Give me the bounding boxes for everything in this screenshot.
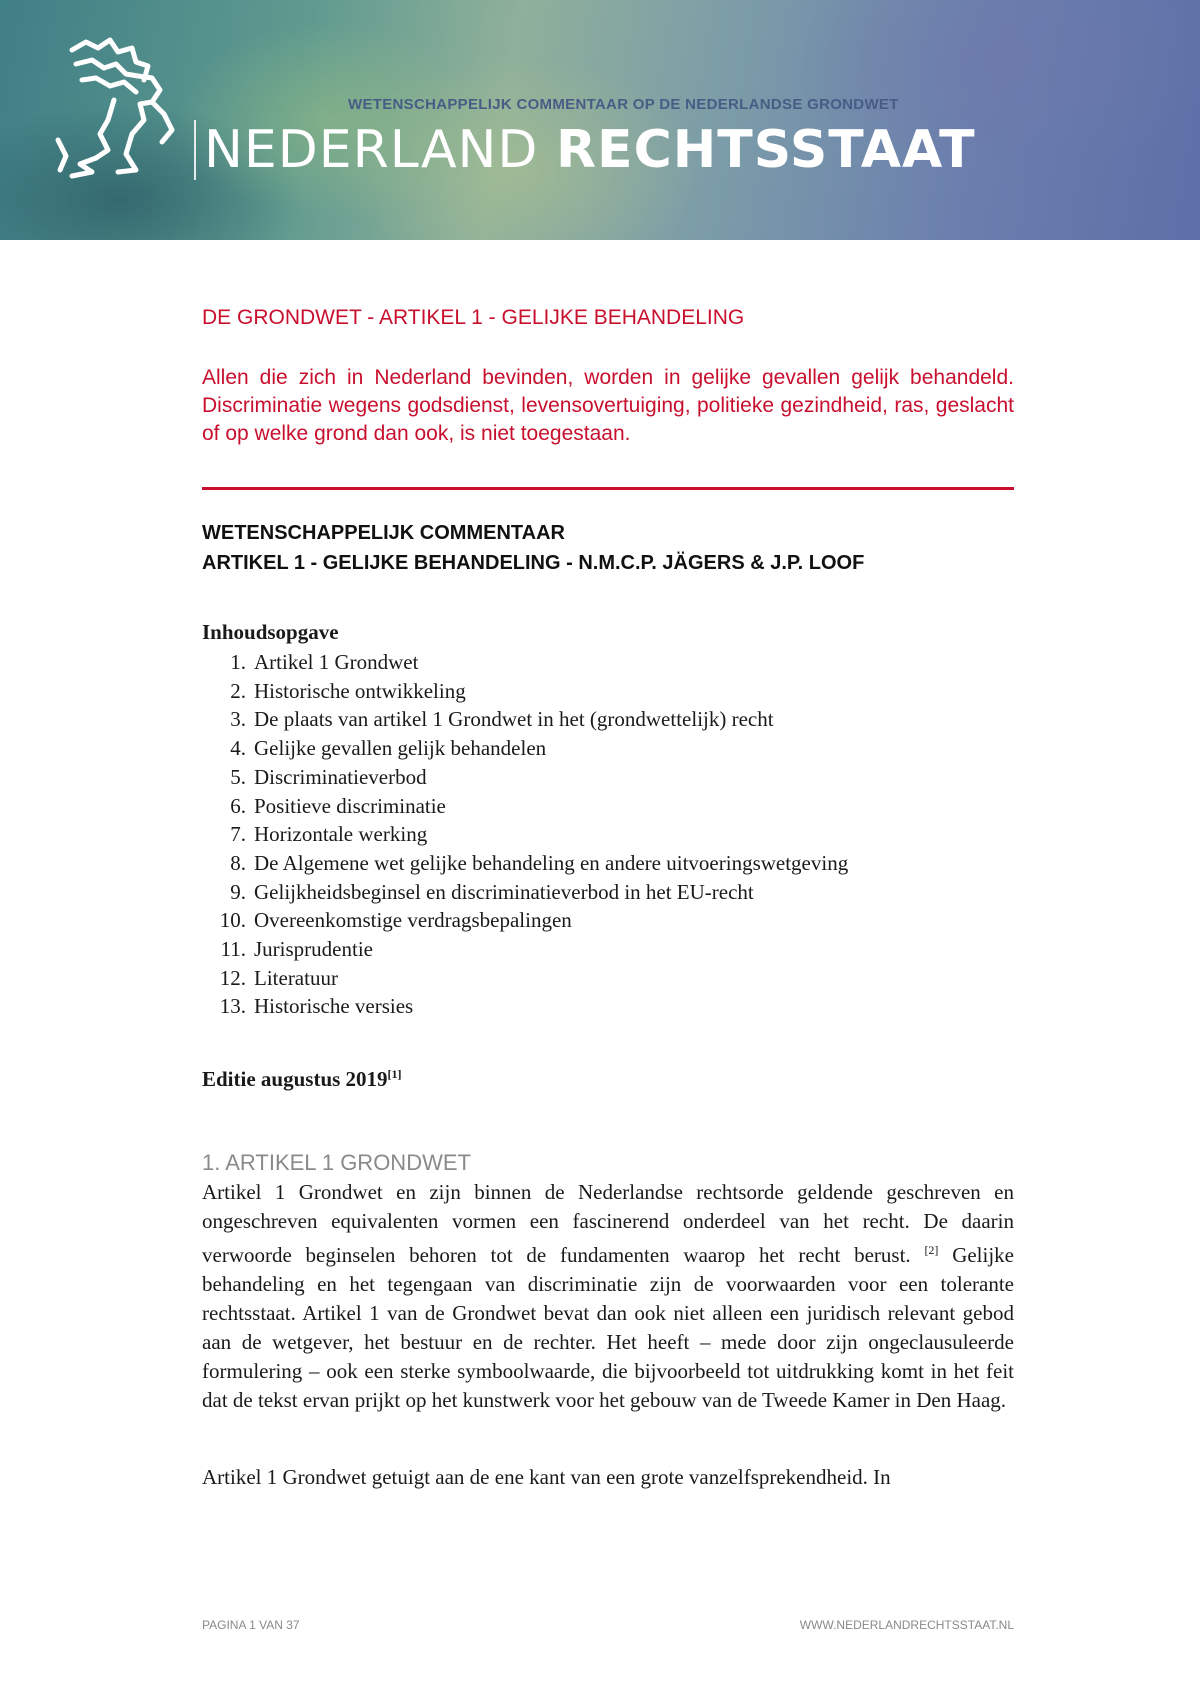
section-paragraph: Artikel 1 Grondwet getuigt aan de ene kant van een grote vanzelfsprekendheid. In [202, 1465, 891, 1489]
toc-item[interactable] [202, 992, 848, 1021]
footer-url[interactable]: WWW.NEDERLANDRECHTSSTAAT.NL [799, 1618, 1014, 1632]
table-of-contents [202, 648, 848, 1021]
article-heading: DE GRONDWET - ARTIKEL 1 - GELIJKE BEHANDELING [202, 306, 745, 329]
banner-subtitle: WETENSCHAPPELIJK COMMENTAAR OP DE NEDERLANDSE GRONDWET [348, 96, 899, 113]
banner-title [204, 120, 976, 180]
toc-label: Discriminatieverbod [254, 764, 427, 789]
toc-item[interactable] [202, 792, 848, 821]
toc-item[interactable] [202, 648, 848, 677]
toc-number: 3. [230, 707, 246, 732]
toc-label: Historische ontwikkeling [254, 678, 466, 703]
lion-icon [52, 30, 182, 180]
article-quote: Allen die zich in Nederland bevinden, worden in gelijke gevallen gelijk behandeld. Discriminatie wegens godsdienst, levensovertuiging, politieke gezindheid, ras, geslacht of op welke grond dan ook, is niet toegestaan. [202, 366, 1014, 445]
banner-title-bold: RECHTSSTAAT [556, 120, 976, 180]
edition-line [202, 1067, 1014, 1092]
commentary-line-1: WETENSCHAPPELIJK COMMENTAAR [202, 522, 565, 544]
toc-item[interactable] [202, 964, 848, 993]
page-number: PAGINA 1 VAN 37 [202, 1618, 300, 1632]
section-heading: 1. ARTIKEL 1 GRONDWET [202, 1150, 471, 1175]
toc-label: Jurisprudentie [254, 937, 373, 962]
toc-label: Gelijkheidsbeginsel en discriminatieverbod in het EU-recht [254, 879, 754, 904]
red-divider [202, 487, 1014, 490]
toc-item[interactable] [202, 935, 848, 964]
toc-item[interactable] [202, 878, 848, 907]
commentary-line-2: ARTIKEL 1 - GELIJKE BEHANDELING - N.M.C.P. JÄGERS & J.P. LOOF [202, 552, 865, 574]
toc-item[interactable] [202, 677, 848, 706]
edition-label: Editie augustus 2019 [202, 1067, 388, 1091]
section-paragraph [202, 1178, 1014, 1415]
toc-item[interactable] [202, 906, 848, 935]
toc-label: De plaats van artikel 1 Grondwet in het (grondwettelijk) recht [254, 707, 774, 732]
toc-number: 5. [230, 764, 246, 789]
toc-label: De Algemene wet gelijke behandeling en andere uitvoeringswetgeving [254, 850, 849, 875]
commentary-heading [202, 518, 1014, 578]
toc-item[interactable] [202, 763, 848, 792]
toc-number: 13. [219, 994, 246, 1019]
toc-number: 1. [230, 650, 246, 674]
footnote-link[interactable]: [1] [387, 1067, 402, 1081]
toc-heading: Inhoudsopgave [202, 620, 339, 644]
toc-label: Positieve discriminatie [254, 793, 446, 818]
paragraph-text: Gelijke behandeling en het tegengaan van discriminatie zijn de voorwaarden voor een tolerante rechtsstaat. Artikel 1 van de Grondwet bevat dan ook niet alleen een juridisch relevant gebod aan de wetgever, het bestuur en de rechter. Het heeft – mede door zijn ongeclausuleerde formulering – ook een sterke symboolwaarde, die bijvoorbeeld tot uitdrukking komt in het feit dat de tekst ervan prijkt op het kunstwerk voor het gebouw van de Tweede Kamer in Den Haag. [202, 1243, 1015, 1412]
toc-number: 12. [219, 965, 246, 990]
toc-number: 8. [230, 850, 246, 875]
toc-number: 4. [230, 736, 246, 761]
toc-label: Horizontale werking [254, 822, 428, 847]
toc-number: 2. [230, 678, 246, 703]
toc-label: Historische versies [254, 994, 414, 1019]
toc-label: Overeenkomstige verdragsbepalingen [254, 908, 572, 933]
toc-number: 7. [230, 822, 246, 847]
toc-label: Literatuur [254, 965, 338, 990]
toc-item[interactable] [202, 705, 848, 734]
toc-number: 11. [220, 937, 246, 962]
toc-number: 10. [219, 908, 246, 933]
toc-item[interactable] [202, 820, 848, 849]
paragraph-text: Artikel 1 Grondwet en zijn binnen de Nederlandse rechtsorde geldende geschreven en ongeschreven equivalenten vormen een fascinerend onderdeel van het recht. De daarin verwoorde beginselen behoren tot de fundamenten waarop het recht berust. [202, 1180, 1014, 1267]
toc-item[interactable] [202, 849, 848, 878]
banner-divider [194, 120, 196, 180]
footnote-link[interactable]: [2] [924, 1243, 939, 1257]
header-banner [0, 0, 1200, 240]
toc-label: Artikel 1 Grondwet [254, 650, 419, 674]
toc-number: 9. [230, 879, 246, 904]
toc-label: Gelijke gevallen gelijk behandelen [254, 736, 547, 761]
toc-number: 6. [230, 793, 246, 818]
toc-item[interactable] [202, 734, 848, 763]
banner-title-light: NEDERLAND [204, 120, 556, 180]
